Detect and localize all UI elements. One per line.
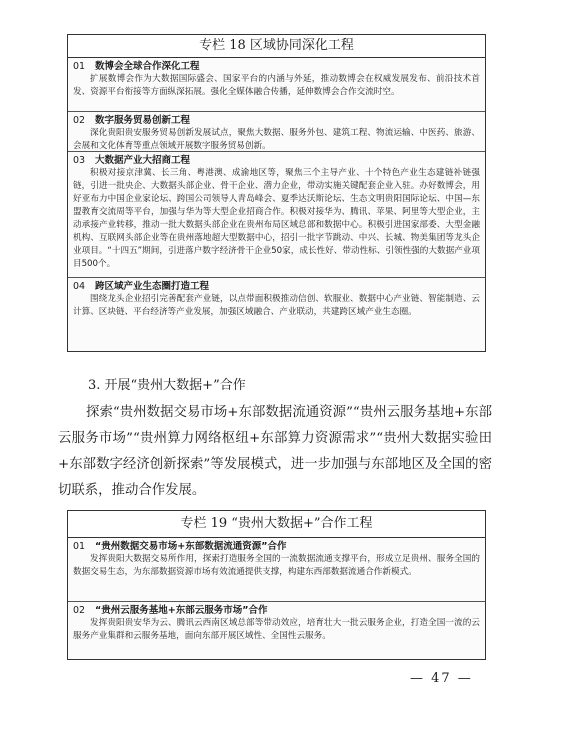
page-number: — 47 — — [410, 671, 473, 686]
body-paragraph: 探索“贵州数据交易市场+东部数据流通资源”“贵州云服务基地+东部云服务市场”“贵州算力网络枢纽+东部算力资源需求”“贵州大数据实验田+东部数字经济创新探索”等发展模式，进一步加强与东部地区及全国的密切联系，推动合作发展。 — [58, 405, 492, 498]
item-number: 02 — [73, 115, 86, 126]
box18-item-03 — [68, 152, 485, 278]
item-body: 发挥贵阳贵安华为云、腾讯云西南区域总部等带动效应，培育壮大一批云服务企业，打造全国一流的云服务产业集群和云服务基地，面向东部开展区域性、全国性云服务。 — [73, 618, 480, 641]
item-title: 跨区域产业生态圈打造工程 — [95, 281, 210, 292]
box18-item-04 — [68, 278, 485, 343]
item-title: “贵州云服务基地+东部云服务市场”合作 — [95, 605, 268, 616]
item-body: 深化贵阳贵安服务贸易创新发展试点，聚焦大数据、服务外包、建筑工程、物流运输、中医药、旅游、会展和文化体育等重点领域开展数字服务贸易创新。 — [73, 128, 480, 151]
box19 — [67, 510, 486, 660]
item-body: 扩展数博会作为大数据国际盛会、国家平台的内涵与外延，推动数博会在权威发展发布、前沿技术首发、资源平台衔接等方面纵深拓展。强化全媒体融合传播，延伸数博会合作交流时空。 — [73, 74, 480, 97]
section-heading: 3. 开展“贵州大数据+”合作 — [88, 378, 246, 393]
box18-title: 专栏 18 区域协同深化工程 — [68, 35, 485, 58]
item-number: 01 — [73, 61, 86, 72]
box19-item-01 — [68, 538, 485, 602]
item-number: 01 — [73, 541, 86, 552]
box19-title: 专栏 19 “贵州大数据+”合作工程 — [68, 511, 485, 538]
item-number: 02 — [73, 605, 86, 616]
item-number: 04 — [73, 281, 86, 292]
item-number: 03 — [73, 155, 86, 166]
item-body: 发挥贵阳大数据交易所作用，探索打造服务全国的一流数据流通支撑平台，形成立足贵州、服务全国的数据交易生态，为东部数据资源市场有效流通提供支撑，构建东西部数据流通合作新模式。 — [73, 554, 480, 577]
box18-item-01 — [68, 58, 485, 112]
box18 — [67, 34, 486, 352]
item-title: 数博会全球合作深化工程 — [95, 61, 200, 72]
item-body: 围绕龙头企业招引完善配套产业链，以点带面积极推动信创、软服业、数据中心产业链、智能制造、云计算、区块链、平台经济等产业发展，加强区域融合、产业联动，共建跨区域产业生态圈。 — [73, 294, 480, 317]
item-body: 积极对接京津冀、长三角、粤港澳、成渝地区等，聚焦三个主导产业、十个特色产业生态建链补链强链，引进一批央企、大数据头部企业、骨干企业、潜力企业，带动实施关键配套企业入驻。办好数博会，用好亚布力中国企业家论坛、跨国公司领导人青岛峰会、夏季达沃斯论坛、生态文明贵阳国际论坛、中国—东盟教育交流周等平台，加强与华为等大型企业招商合作。积极对接华为、腾讯、苹果、阿里等大型企业，主动承接产业转移，推动一批大数据头部企业在贵州布局区域总部和数据中心。积极引进国家部委、大型金融机构、互联网头部企业等在贵州落地超大型数据中心，招引一批字节跳动、中兴、长城、物美集团等龙头企业项目。“十四五”期间，引进落户数字经济骨干企业50家，成长性好、带动性标、引领性强的大数据产业项目500个。 — [73, 168, 480, 269]
item-title: 数字服务贸易创新工程 — [95, 115, 191, 126]
item-title: 大数据产业大招商工程 — [95, 155, 191, 166]
box19-item-02 — [68, 602, 485, 659]
item-title: “贵州数据交易市场+东部数据流通资源”合作 — [95, 541, 287, 552]
box18-item-02 — [68, 112, 485, 152]
